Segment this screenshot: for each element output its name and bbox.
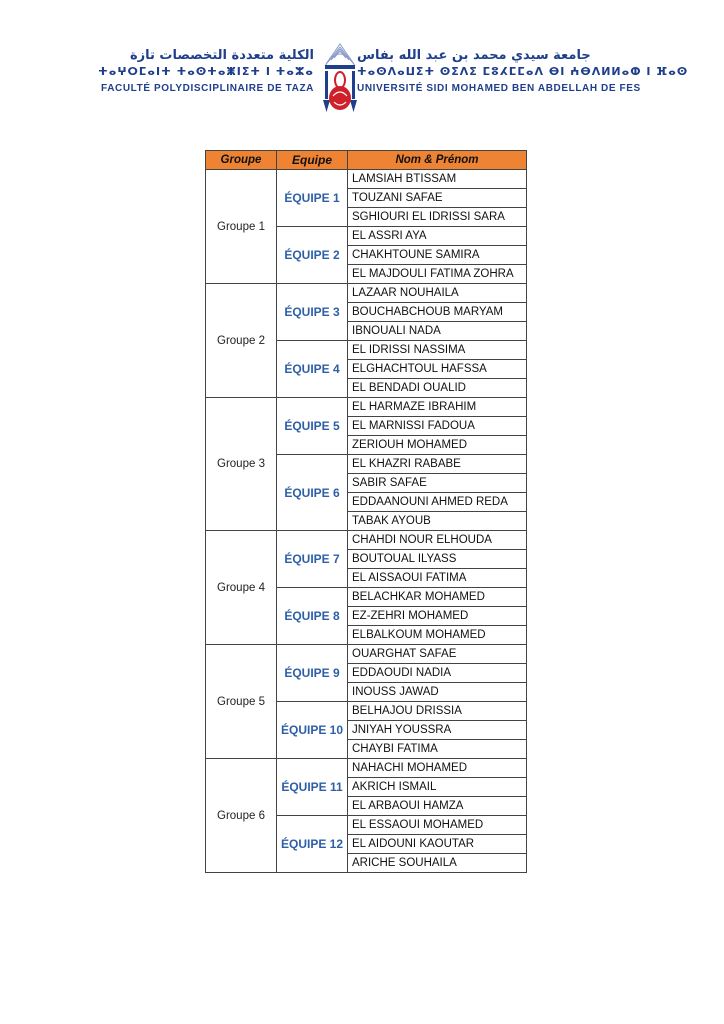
member-name-cell: BOUTOUAL ILYASS xyxy=(348,550,527,569)
member-name-cell: EL AIDOUNI KAOUTAR xyxy=(348,835,527,854)
team-cell: ÉQUIPE 4 xyxy=(277,341,348,398)
team-cell: ÉQUIPE 3 xyxy=(277,284,348,341)
member-name-cell: AKRICH ISMAIL xyxy=(348,778,527,797)
team-cell: ÉQUIPE 9 xyxy=(277,645,348,702)
column-header-equipe: Equipe xyxy=(277,151,348,170)
team-cell: ÉQUIPE 7 xyxy=(277,531,348,588)
team-cell: ÉQUIPE 6 xyxy=(277,455,348,531)
team-cell: ÉQUIPE 10 xyxy=(277,702,348,759)
member-name-cell: TOUZANI SAFAE xyxy=(348,189,527,208)
member-name-cell: EL ASSRI AYA xyxy=(348,227,527,246)
team-cell: ÉQUIPE 12 xyxy=(277,816,348,873)
member-name-cell: SGHIOURI EL IDRISSI SARA xyxy=(348,208,527,227)
university-name-tifinagh: ⵜⴰⵙⴷⴰⵡⵉⵜ ⵙⵉⴷⵉ ⵎⵓⵃⵎⵎⴰⴷ ⴱⵏ ⵄⴱⴷⵍⵍⴰⵀ ⵏ ⴼⴰⵙ xyxy=(357,65,689,78)
table-header-row xyxy=(206,151,527,170)
document-header xyxy=(0,0,724,120)
table-row xyxy=(206,645,527,664)
member-name-cell: ARICHE SOUHAILA xyxy=(348,854,527,873)
team-cell: ÉQUIPE 1 xyxy=(277,170,348,227)
table-row xyxy=(206,398,527,417)
table-row xyxy=(206,284,527,303)
team-cell: ÉQUIPE 5 xyxy=(277,398,348,455)
member-name-cell: JNIYAH YOUSSRA xyxy=(348,721,527,740)
university-name-block xyxy=(357,48,688,98)
member-name-cell: EDDAANOUNI AHMED REDA xyxy=(348,493,527,512)
member-name-cell: EL ARBAOUI HAMZA xyxy=(348,797,527,816)
group-cell: Groupe 1 xyxy=(206,170,277,284)
member-name-cell: LAZAAR NOUHAILA xyxy=(348,284,527,303)
member-name-cell: INOUSS JAWAD xyxy=(348,683,527,702)
group-cell: Groupe 2 xyxy=(206,284,277,398)
group-cell: Groupe 5 xyxy=(206,645,277,759)
member-name-cell: ELGHACHTOUL HAFSSA xyxy=(348,360,527,379)
team-cell: ÉQUIPE 8 xyxy=(277,588,348,645)
member-name-cell: TABAK AYOUB xyxy=(348,512,527,531)
member-name-cell: EL KHAZRI RABABE xyxy=(348,455,527,474)
column-header-nom-prenom: Nom & Prénom xyxy=(348,151,527,170)
member-name-cell: EL IDRISSI NASSIMA xyxy=(348,341,527,360)
faculty-name-arabic: الكلية متعددة التخصصات تازة xyxy=(129,48,314,63)
column-header-groupe: Groupe xyxy=(206,151,277,170)
faculty-name-french: FACULTÉ POLYDISCIPLINAIRE DE TAZA xyxy=(101,83,314,94)
group-cell: Groupe 6 xyxy=(206,759,277,873)
team-cell: ÉQUIPE 11 xyxy=(277,759,348,816)
member-name-cell: LAMSIAH BTISSAM xyxy=(348,170,527,189)
team-roster-table xyxy=(205,150,527,873)
member-name-cell: SABIR SAFAE xyxy=(348,474,527,493)
member-name-cell: BELHAJOU DRISSIA xyxy=(348,702,527,721)
member-name-cell: EDDAOUDI NADIA xyxy=(348,664,527,683)
faculty-name-tifinagh: ⵜⴰⵖⵔⵎⴰⵏⵜ ⵜⴰⵙⵜⴰⵥⵏⵉⵜ ⵏ ⵜⴰⵣⴰ xyxy=(98,65,314,78)
member-name-cell: EL ESSAOUI MOHAMED xyxy=(348,816,527,835)
university-emblem-icon xyxy=(322,40,358,116)
member-name-cell: NAHACHI MOHAMED xyxy=(348,759,527,778)
member-name-cell: EL BENDADI OUALID xyxy=(348,379,527,398)
member-name-cell: IBNOUALI NADA xyxy=(348,322,527,341)
group-cell: Groupe 3 xyxy=(206,398,277,531)
member-name-cell: EL AISSAOUI FATIMA xyxy=(348,569,527,588)
member-name-cell: EZ-ZEHRI MOHAMED xyxy=(348,607,527,626)
member-name-cell: EL HARMAZE IBRAHIM xyxy=(348,398,527,417)
university-name-french: UNIVERSITÉ SIDI MOHAMED BEN ABDELLAH DE FES xyxy=(357,83,641,94)
member-name-cell: OUARGHAT SAFAE xyxy=(348,645,527,664)
member-name-cell: CHAKHTOUNE SAMIRA xyxy=(348,246,527,265)
table-row xyxy=(206,170,527,189)
member-name-cell: ELBALKOUM MOHAMED xyxy=(348,626,527,645)
group-cell: Groupe 4 xyxy=(206,531,277,645)
member-name-cell: EL MARNISSI FADOUA xyxy=(348,417,527,436)
member-name-cell: BELACHKAR MOHAMED xyxy=(348,588,527,607)
member-name-cell: ZERIOUH MOHAMED xyxy=(348,436,527,455)
member-name-cell: CHAHDI NOUR ELHOUDA xyxy=(348,531,527,550)
member-name-cell: CHAYBI FATIMA xyxy=(348,740,527,759)
university-name-arabic: جامعة سيدي محمد بن عبد الله بفاس xyxy=(357,48,591,63)
member-name-cell: BOUCHABCHOUB MARYAM xyxy=(348,303,527,322)
team-cell: ÉQUIPE 2 xyxy=(277,227,348,284)
table-row xyxy=(206,759,527,778)
faculty-name-block xyxy=(98,48,314,98)
table-row xyxy=(206,531,527,550)
roster-body xyxy=(206,170,527,873)
member-name-cell: EL MAJDOULI FATIMA ZOHRA xyxy=(348,265,527,284)
